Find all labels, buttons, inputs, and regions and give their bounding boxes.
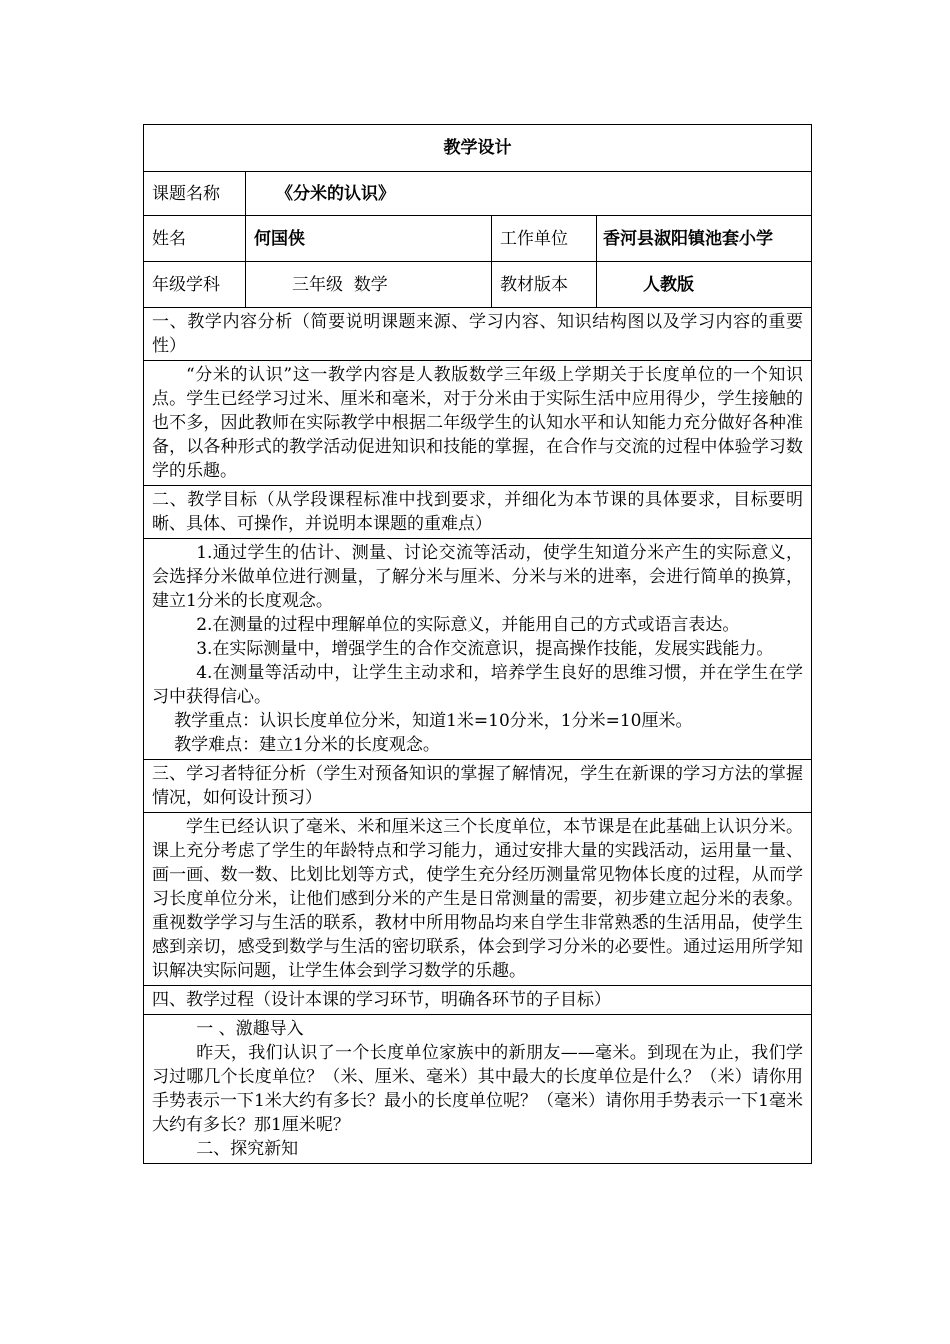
step2-heading: 二、探究新知 xyxy=(196,1139,299,1159)
objective-item-4: 4.在测量等活动中，让学生主动求和，培养学生良好的思维习惯，并在学生在学习中获得信心。 xyxy=(152,663,803,707)
section4-heading-text: 四、教学过程（设计本课的学习环节，明确各环节的子目标） xyxy=(152,990,611,1010)
section1-heading-text: 一、教学内容分析（简要说明课题来源、学习内容、知识结构图以及学习内容的重要性） xyxy=(152,312,803,356)
section1-body xyxy=(144,361,812,486)
lesson-plan-table xyxy=(143,124,812,1164)
section3-heading-text: 三、学习者特征分析（学生对预备知识的掌握了解情况，学生在新课的学习方法的掌握情况，如何设计预习） xyxy=(152,764,803,808)
section3-paragraph: 学生已经认识了毫米、米和厘米这三个长度单位，本节课是在此基础上认识分米。课上充分考虑了学生的年龄特点和学习能力，通过安排大量的实践活动，运用量一量、画一画、数一数、比划比划等方式，使学生充分经历测量常见物体长度的过程，从而学习长度单位分米，让他们感到分米的产生是日常测量的需要，初步建立起分米的表象。重视数学学习与生活的联系，教材中所用物品均来自学生非常熟悉的生活用品，使学生感到亲切，感受到数学与生活的密切联系，体会到学习分米的必要性。通过运用所学知识解决实际问题，让学生体会到学习数学的乐趣。 xyxy=(152,817,803,981)
unit-value: 香河县淑阳镇池套小学 xyxy=(597,216,812,262)
document-title: 教学设计 xyxy=(144,125,812,172)
section2-heading-text: 二、教学目标（从学段课程标准中找到要求，并细化为本节课的具体要求，目标要明晰、具体、可操作，并说明本课题的重难点） xyxy=(152,490,803,534)
section2-body xyxy=(144,539,812,760)
lesson-plan-page xyxy=(143,124,811,1164)
grade-label: 年级学科 xyxy=(144,262,246,308)
section3-body xyxy=(144,813,812,986)
name-value: 何国侠 xyxy=(246,216,492,262)
objective-item-3: 3.在实际测量中，增强学生的合作交流意识，提高操作技能，发展实践能力。 xyxy=(196,639,774,659)
step1-heading: 一 、激趣导入 xyxy=(196,1019,304,1039)
name-label: 姓名 xyxy=(144,216,246,262)
section3-heading xyxy=(144,760,812,813)
section1-paragraph: “分米的认识”这一教学内容是人教版数学三年级上学期关于长度单位的一个知识点。学生已经学习过米、厘米和毫米，对于分米由于实际生活中应用得少，学生接触的也不多，因此教师在实际教学中根据二年级学生的认知水平和认知能力充分做好各种准备，以各种形式的教学活动促进知识和技能的掌握，在合作与交流的过程中体验学习数学的乐趣。 xyxy=(152,365,803,481)
edition-value: 人教版 xyxy=(597,262,812,308)
grade-value: 三年级 数学 xyxy=(246,262,492,308)
key-point: 教学重点：认识长度单位分米，知道1米=10分米，1分米=10厘米。 xyxy=(174,711,693,731)
section4-heading xyxy=(144,986,812,1015)
edition-label: 教材版本 xyxy=(492,262,597,308)
topic-value: 《分米的认识》 xyxy=(246,172,812,216)
unit-label: 工作单位 xyxy=(492,216,597,262)
section1-heading xyxy=(144,308,812,361)
difficult-point: 教学难点：建立1分米的长度观念。 xyxy=(174,735,440,755)
step1-paragraph: 昨天，我们认识了一个长度单位家族中的新朋友——毫米。到现在为止，我们学习过哪几个长度单位？（米、厘米、毫米）其中最大的长度单位是什么？（米）请你用手势表示一下1米大约有多长？最小的长度单位呢？（毫米）请你用手势表示一下1毫米大约有多长？那1厘米呢？ xyxy=(152,1043,803,1135)
objective-item-2: 2.在测量的过程中理解单位的实际意义，并能用自己的方式或语言表达。 xyxy=(196,615,740,635)
objective-item-1: 1.通过学生的估计、测量、讨论交流等活动，使学生知道分米产生的实际意义，会选择分米做单位进行测量，了解分米与厘米、分米与米的进率，会进行简单的换算，建立1分米的长度观念。 xyxy=(152,543,803,611)
topic-label: 课题名称 xyxy=(144,172,246,216)
section2-heading xyxy=(144,486,812,539)
section4-body xyxy=(144,1015,812,1164)
